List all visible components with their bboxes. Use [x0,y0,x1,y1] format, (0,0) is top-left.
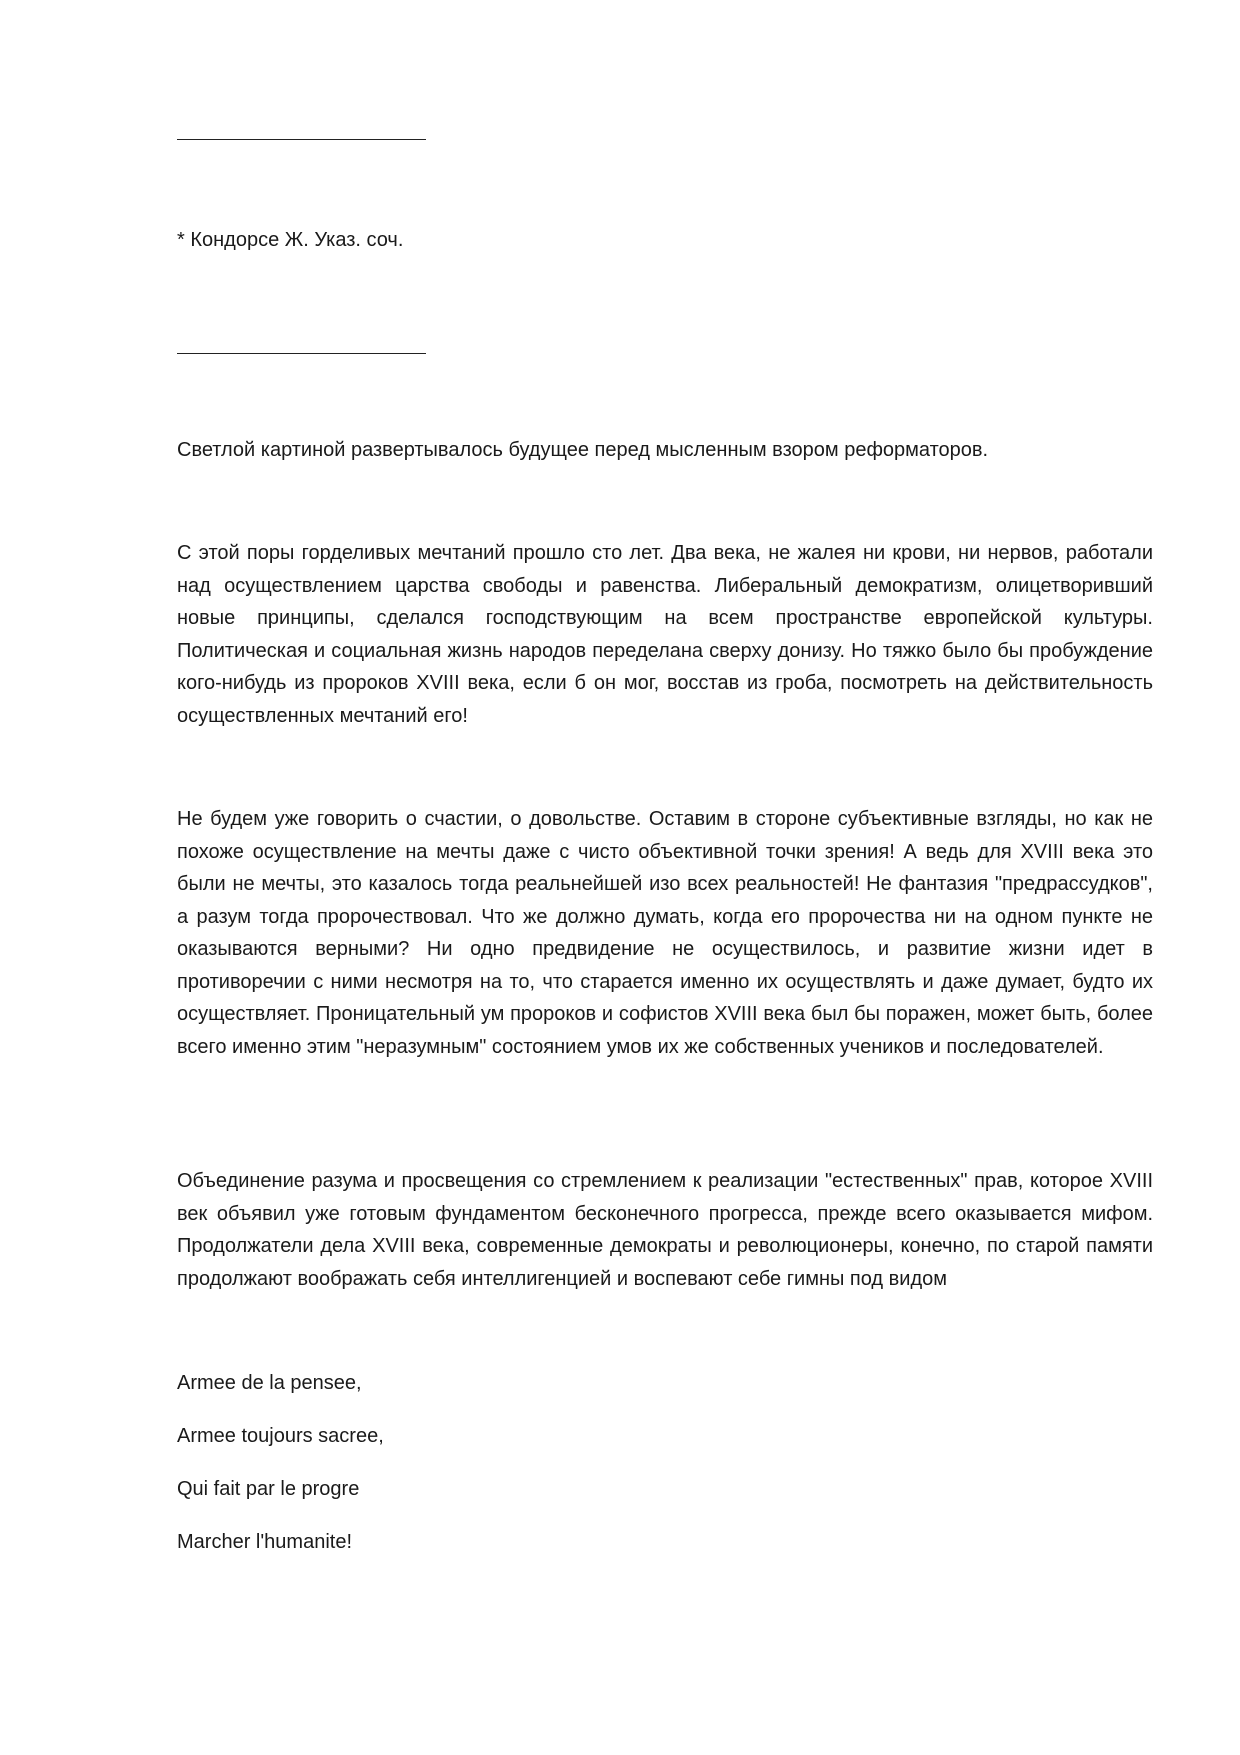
paragraph-2: С этой поры горделивых мечтаний прошло сто лет. Два века, не жалея ни крови, ни нервов, работали над осуществлением царства свободы и равенства. Либеральный демократизм, олицетворивший новые принципы, сделался господствующим на всем пространстве европейской культуры. Политическая и социальная жизнь народов переделана сверху донизу. Но тяжко было бы пробуждение кого-нибудь из пророков XVIII века, если б он мог, восстав из гроба, посмотреть на действительность осуществленных мечтаний его! [177,542,1153,727]
paragraph-3: Не будем уже говорить о счастии, о довольстве. Оставим в стороне субъективные взгляды, но как не похоже осуществление на мечты даже с чисто объективной точки зрения! А ведь для XVIII века это были не мечты, это казалось тогда реальнейшей изо всех реальностей! Не фантазия "предрассудков", а разум тогда пророчествовал. Что же должно думать, когда его пророчества ни на одном пункте не оказываются верными? Ни одно предвидение не осуществилось, и развитие жизни идет в противоречии с ними несмотря на то, что старается именно их осуществлять и даже думает, будто их осуществляет. Проницательный ум пророков и софистов XVIII века был бы поражен, может быть, более всего именно этим "неразумным" состоянием умов их же собственных учеников и последователей. [177,808,1153,1058]
footnote-separator-bottom [177,353,426,354]
verse-line-3: Qui fait par le progre [177,1478,360,1500]
footnote-separator-top [177,139,426,140]
paragraph-1: Светлой картиной развертывалось будущее перед мысленным взором реформаторов. [177,439,989,461]
paragraph-4: Объединение разума и просвещения со стремлением к реализации "естественных" прав, которое XVIII век объявил уже готовым фундаментом бесконечного прогресса, прежде всего оказывается мифом. Продолжатели дела XVIII века, современные демократы и революционеры, конечно, по старой памяти продолжают воображать себя интеллигенцией и воспевают себе гимны под видом [177,1170,1153,1290]
verse-line-4: Marcher l'humanite! [177,1531,352,1553]
verse-line-1: Armee de la pensee, [177,1372,362,1394]
footnote-text: * Кондорсе Ж. Указ. соч. [177,229,404,251]
verse-line-2: Armee toujours sacree, [177,1425,384,1447]
